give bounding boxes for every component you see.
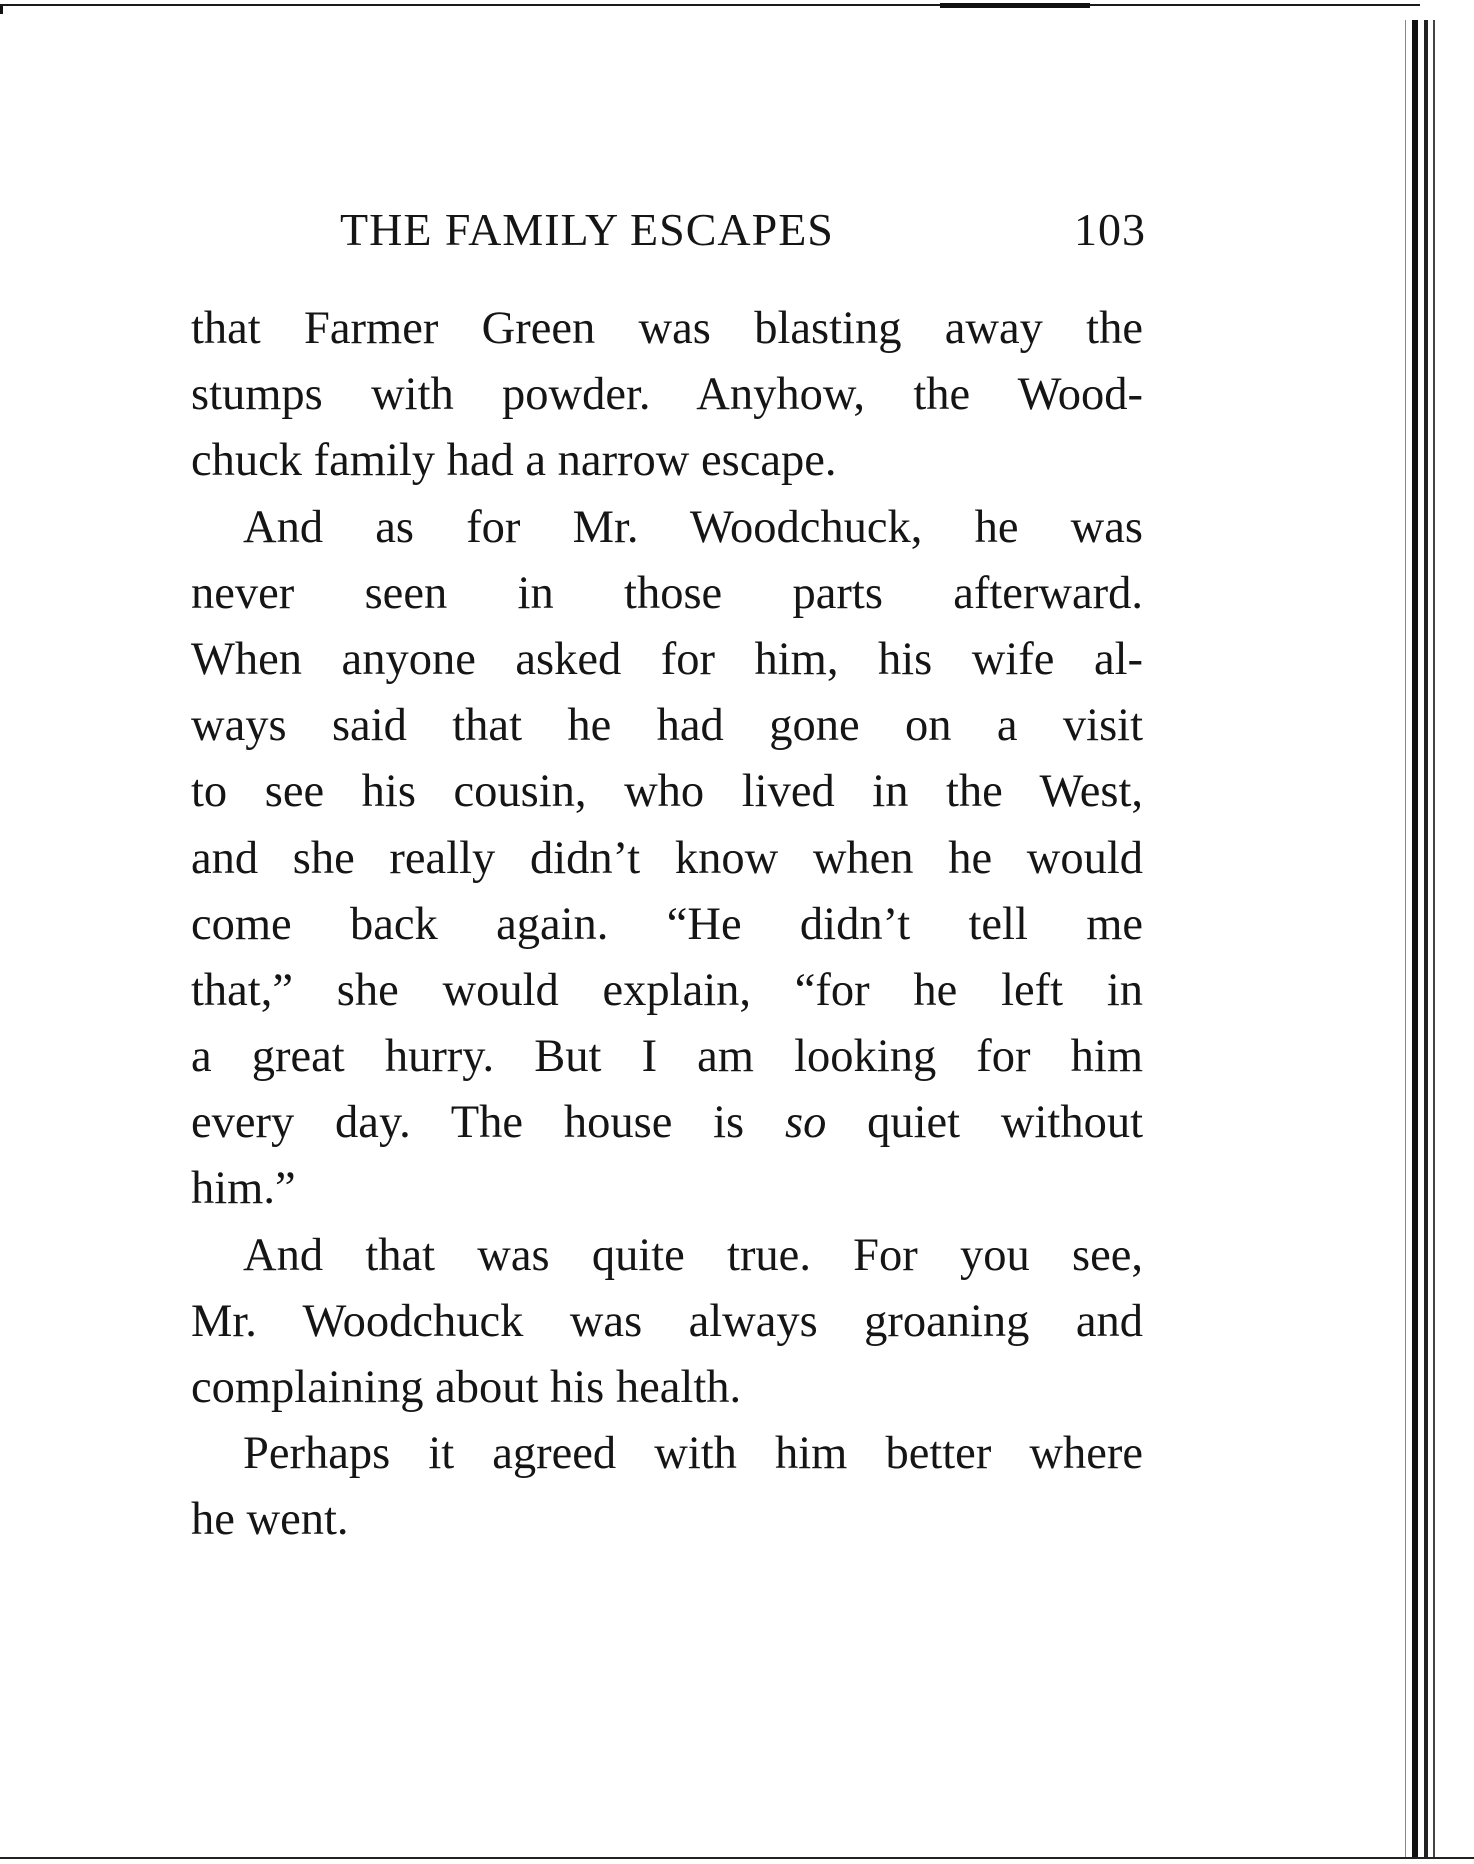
text-line: complaining about his health. — [191, 1362, 742, 1413]
emphasis-word: so — [784, 1097, 827, 1149]
text-line: that Farmer Green was blasting away the — [191, 303, 1143, 354]
text-line: him.” — [191, 1163, 296, 1215]
top-border-line — [0, 4, 1420, 6]
text-line: stumps with powder. Anyhow, the Wood- — [191, 369, 1143, 421]
text-line — [191, 1090, 1143, 1156]
text-line: chuck family had a narrow escape. — [191, 435, 837, 487]
running-header-title: THE FAMILY ESCAPES — [340, 204, 834, 255]
text-line: ways said that he had gone on a visit — [191, 700, 1143, 752]
book-spine-edge-3 — [1433, 20, 1435, 1857]
top-border-mark — [940, 3, 1090, 8]
page-number: 103 — [1074, 204, 1146, 255]
text-line: And that was quite true. For you see, — [243, 1229, 1143, 1281]
text-line: that,” she would explain, “for he left in — [191, 964, 1143, 1016]
text-segment: quiet without — [826, 1097, 1143, 1149]
text-line: And as for Mr. Woodchuck, he was — [243, 501, 1143, 553]
book-spine-edge-2 — [1424, 20, 1428, 1857]
text-line: When anyone asked for him, his wife al- — [191, 633, 1143, 685]
book-spine-shadow — [1405, 20, 1406, 1857]
text-line: come back again. “He didn’t tell me — [191, 898, 1143, 950]
text-line: Mr. Woodchuck was always groaning and — [191, 1295, 1143, 1347]
bottom-border-line — [0, 1857, 1474, 1859]
text-line: never seen in those parts afterward. — [191, 567, 1143, 619]
text-line: Perhaps it agreed with him better where — [243, 1428, 1143, 1480]
text-line: he went. — [191, 1494, 349, 1546]
book-spine-edge — [1412, 20, 1418, 1857]
text-line: and she really didn’t know when he would — [191, 832, 1143, 884]
body-text — [191, 296, 1143, 1554]
text-segment: every day. The house is — [191, 1097, 785, 1149]
text-line: to see his cousin, who lived in the West, — [191, 766, 1143, 818]
text-line: a great hurry. But I am looking for him — [191, 1031, 1143, 1083]
